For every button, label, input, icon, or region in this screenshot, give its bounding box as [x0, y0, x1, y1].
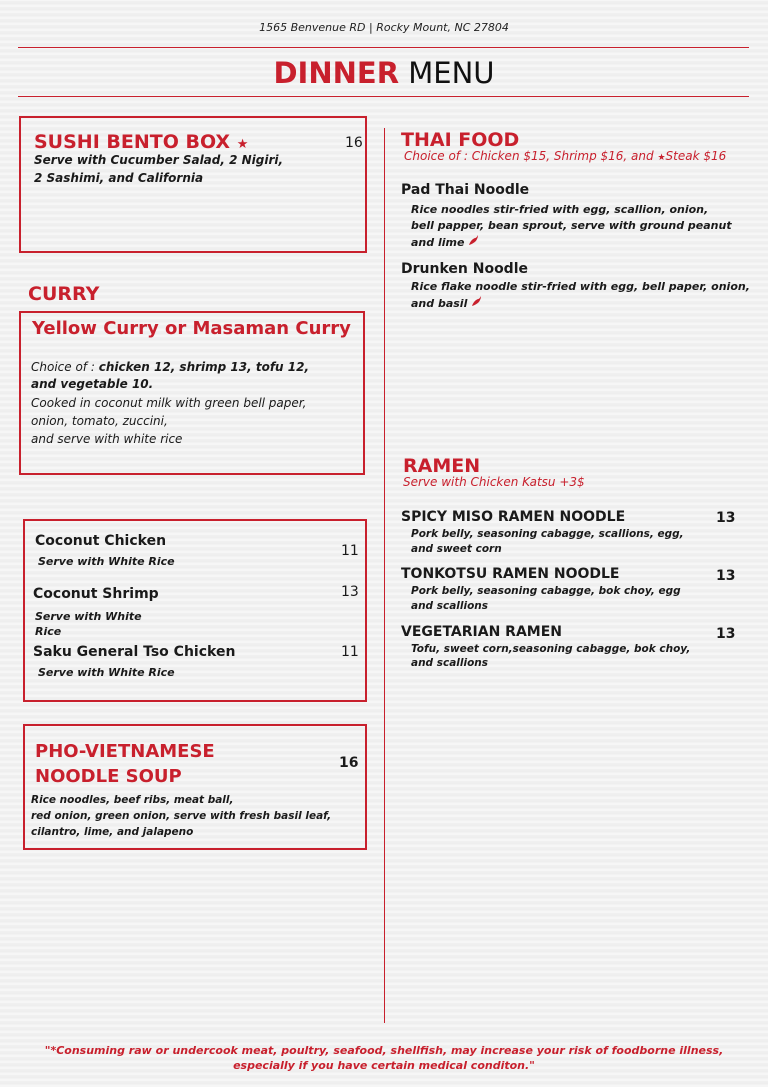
column-divider	[384, 128, 385, 1023]
curry-title: Yellow Curry or Masaman Curry	[32, 318, 351, 339]
thai-item-desc: Rice noodles stir-fried with egg, scallion, onion,	[411, 203, 709, 216]
food-safety-disclaimer	[0, 1043, 768, 1073]
chili-pepper-icon	[471, 297, 483, 310]
ramen-item-price: 13	[716, 626, 736, 642]
thai-item-desc-text: and lime	[411, 236, 465, 249]
curry-desc-line1: Cooked in coconut milk with green bell paper,	[31, 396, 307, 410]
pho-price: 16	[339, 755, 359, 771]
thai-choice-text: Choice of : Chicken $15, Shrimp $16, and	[404, 149, 658, 163]
pho-desc-line1: Rice noodles, beef ribs, meat ball,	[31, 794, 234, 806]
curry-choice-line1	[31, 359, 309, 376]
curry-desc-line3: and serve with white rice	[31, 432, 183, 446]
special-item-desc: Serve with White Rice	[38, 666, 175, 679]
thai-section-title: THAI FOOD	[401, 129, 520, 151]
ramen-item-desc: Tofu, sweet corn,seasoning cabagge, bok choy,	[411, 643, 691, 655]
ramen-item-name: VEGETARIAN RAMEN	[401, 624, 562, 640]
thai-choice	[404, 149, 726, 163]
chili-pepper-icon	[468, 236, 480, 249]
star-icon: ★	[236, 137, 249, 152]
special-item-name: Coconut Shrimp	[33, 586, 159, 602]
title-menu: MENU	[408, 56, 495, 90]
disclaimer-line1: "*Consuming raw or undercook meat, poultry, seafood, shellfish, may increase your risk of foodborne illness,	[44, 1044, 724, 1057]
star-icon: ★	[657, 153, 666, 163]
top-divider	[18, 47, 749, 48]
ramen-sub: Serve with Chicken Katsu +3$	[403, 475, 585, 489]
pho-desc-line2: red onion, green onion, serve with fresh basil leaf,	[31, 810, 332, 822]
pho-title-line1: PHO-VIETNAMESE	[35, 741, 215, 762]
thai-steak-text: Steak $16	[665, 149, 727, 163]
special-item-name: Coconut Chicken	[35, 533, 167, 549]
ramen-item-price: 13	[716, 510, 736, 526]
thai-item-desc-text: and basil	[411, 297, 468, 310]
curry-choice-prefix: Choice of :	[31, 360, 99, 374]
thai-item-name: Drunken Noodle	[401, 261, 528, 277]
ramen-item-desc: and sweet corn	[411, 543, 502, 555]
ramen-item-desc: and scallions	[411, 600, 489, 612]
special-item-desc: Serve with White Rice	[38, 555, 175, 568]
special-item-price: 11	[341, 543, 359, 559]
thai-item-desc: bell papper, bean sprout, serve with ground peanut	[411, 219, 732, 232]
sushi-desc-line2: 2 Sashimi, and California	[34, 171, 204, 185]
thai-item-name: Pad Thai Noodle	[401, 182, 530, 198]
special-item-price: 11	[341, 644, 359, 660]
curry-choice-options: chicken 12, shrimp 13, tofu 12,	[98, 360, 310, 374]
pho-desc-line3: cilantro, lime, and jalapeno	[31, 826, 194, 838]
curry-section-title: CURRY	[28, 283, 100, 305]
disclaimer-line2: especially if you have certain medical conditon."	[233, 1059, 535, 1072]
special-item-desc: Serve with White	[35, 610, 142, 623]
curry-choice-line2: and vegetable 10.	[31, 377, 154, 391]
ramen-item-price: 13	[716, 568, 736, 584]
bottom-divider	[18, 96, 749, 97]
sushi-desc-line1: Serve with Cucumber Salad, 2 Nigiri,	[34, 153, 284, 167]
ramen-item-name: TONKOTSU RAMEN NOODLE	[401, 566, 620, 582]
ramen-section-title: RAMEN	[403, 455, 481, 477]
curry-desc-line2: onion, tomato, zuccini,	[31, 414, 168, 428]
special-item-name: Saku General Tso Chicken	[33, 644, 236, 660]
ramen-item-name: SPICY MISO RAMEN NOODLE	[401, 509, 626, 525]
ramen-item-desc: Pork belly, seasoning cabagge, scallions, egg,	[411, 528, 684, 540]
ramen-item-desc: and scallions	[411, 657, 489, 669]
title-dinner: DINNER	[273, 56, 400, 90]
special-item-desc-line2: Rice	[35, 625, 62, 638]
sushi-price: 16	[345, 135, 363, 151]
special-item-price: 13	[341, 584, 359, 600]
address: 1565 Benvenue RD | Rocky Mount, NC 27804	[259, 21, 509, 34]
thai-item-desc	[411, 234, 480, 251]
ramen-item-desc: Pork belly, seasoning cabagge, bok choy, egg	[411, 585, 681, 597]
sushi-title-text: SUSHI BENTO BOX	[34, 131, 231, 153]
page-title	[0, 56, 768, 90]
pho-title-line2: NOODLE SOUP	[35, 766, 182, 787]
thai-item-desc: Rice flake noodle stir-fried with egg, bell paper, onion,	[411, 280, 750, 293]
thai-item-desc	[411, 295, 483, 312]
